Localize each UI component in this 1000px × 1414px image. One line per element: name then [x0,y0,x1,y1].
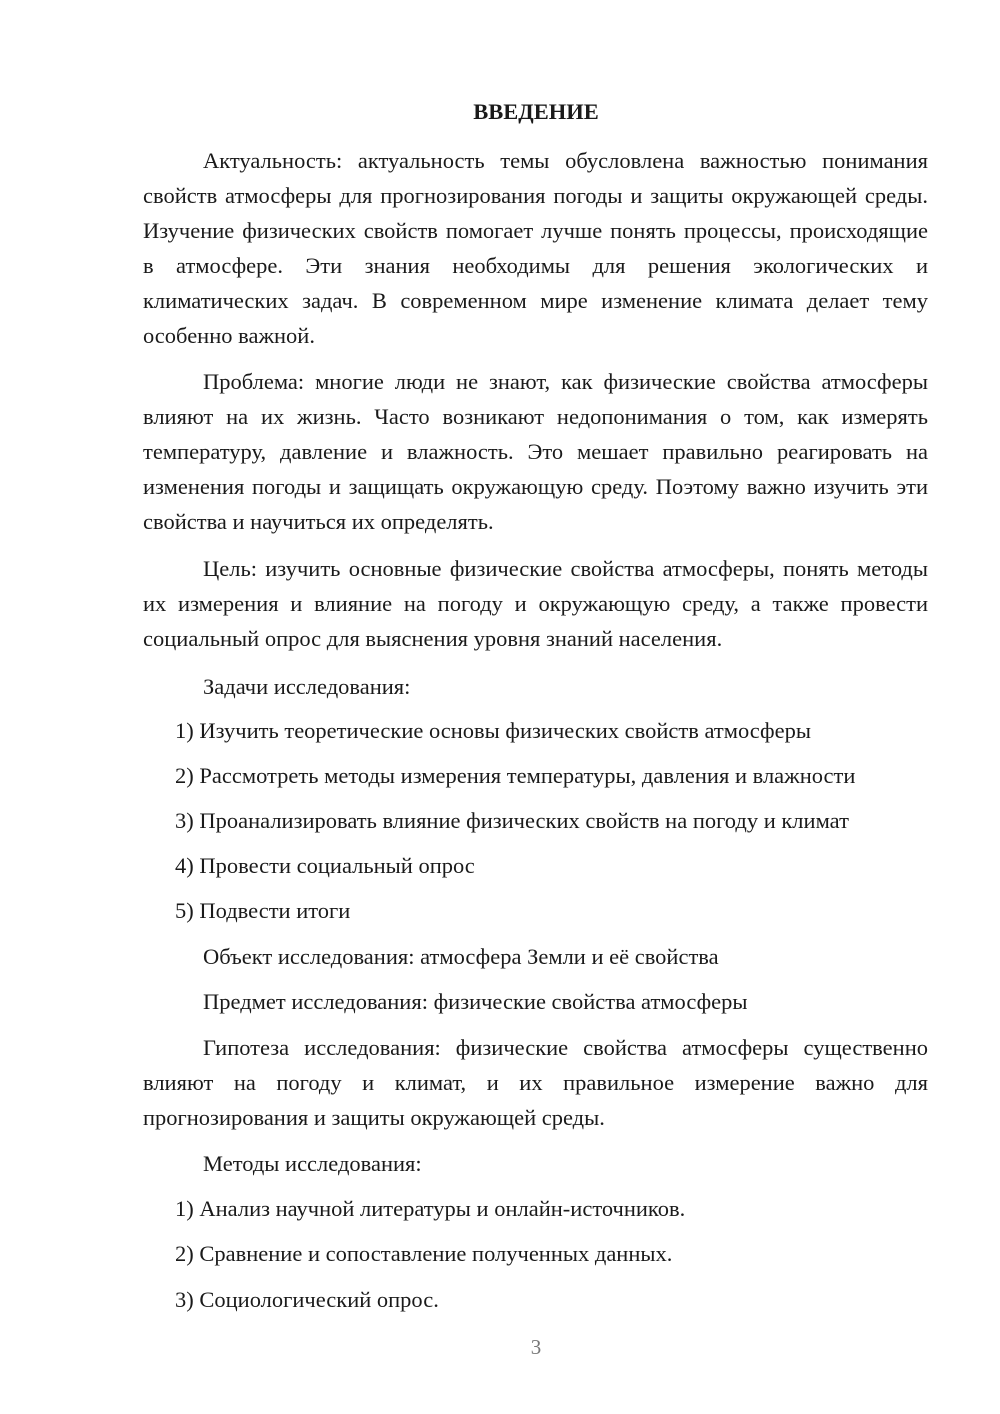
research-object: Объект исследования: атмосфера Земли и её свойства [203,944,719,969]
page-title: ВВЕДЕНИЕ [473,99,599,124]
task-item: 4) Провести социальный опрос [175,853,475,878]
paragraph-goal: Цель: изучить основные физические свойства атмосферы, понять методы их измерения и влияние на погоду и окружающую среду, а также провести социальный опрос для выяснения уровня знаний населения. [143,556,928,651]
method-item: 1) Анализ научной литературы и онлайн-источников. [175,1196,686,1221]
methods-heading: Методы исследования: [203,1151,422,1176]
paragraph-problem: Проблема: многие люди не знают, как физические свойства атмосферы влияют на их жизнь. Часто возникают недопонимания о том, как измерять температуру, давление и влажность. Это мешает правильно реагировать на изменения погоды и защищать окружающую среду. Поэтому важно изучить эти свойства и научиться их определять. [143,369,928,534]
task-item: 3) Проанализировать влияние физических свойств на погоду и климат [175,808,849,833]
method-item: 3) Социологический опрос. [175,1287,439,1312]
page-number: 3 [530,1335,542,1359]
method-item: 2) Сравнение и сопоставление полученных данных. [175,1241,673,1266]
tasks-heading: Задачи исследования: [203,674,411,699]
task-item: 1) Изучить теоретические основы физических свойств атмосферы [175,718,811,743]
research-subject: Предмет исследования: физические свойства атмосферы [203,989,748,1014]
task-item: 2) Рассмотреть методы измерения температуры, давления и влажности [175,763,856,788]
task-item: 5) Подвести итоги [175,898,351,923]
paragraph-hypothesis: Гипотеза исследования: физические свойства атмосферы существенно влияют на погоду и климат, и их правильное измерение важно для прогнозирования и защиты окружающей среды. [143,1035,928,1130]
paragraph-relevance: Актуальность: актуальность темы обусловлена важностью понимания свойств атмосферы для прогнозирования погоды и защиты окружающей среды. Изучение физических свойств помогает лучше понять процессы, происходящие в атмосфере. Эти знания необходимы для решения экологических и климатических задач. В современном мире изменение климата делает тему особенно важной. [143,148,928,348]
